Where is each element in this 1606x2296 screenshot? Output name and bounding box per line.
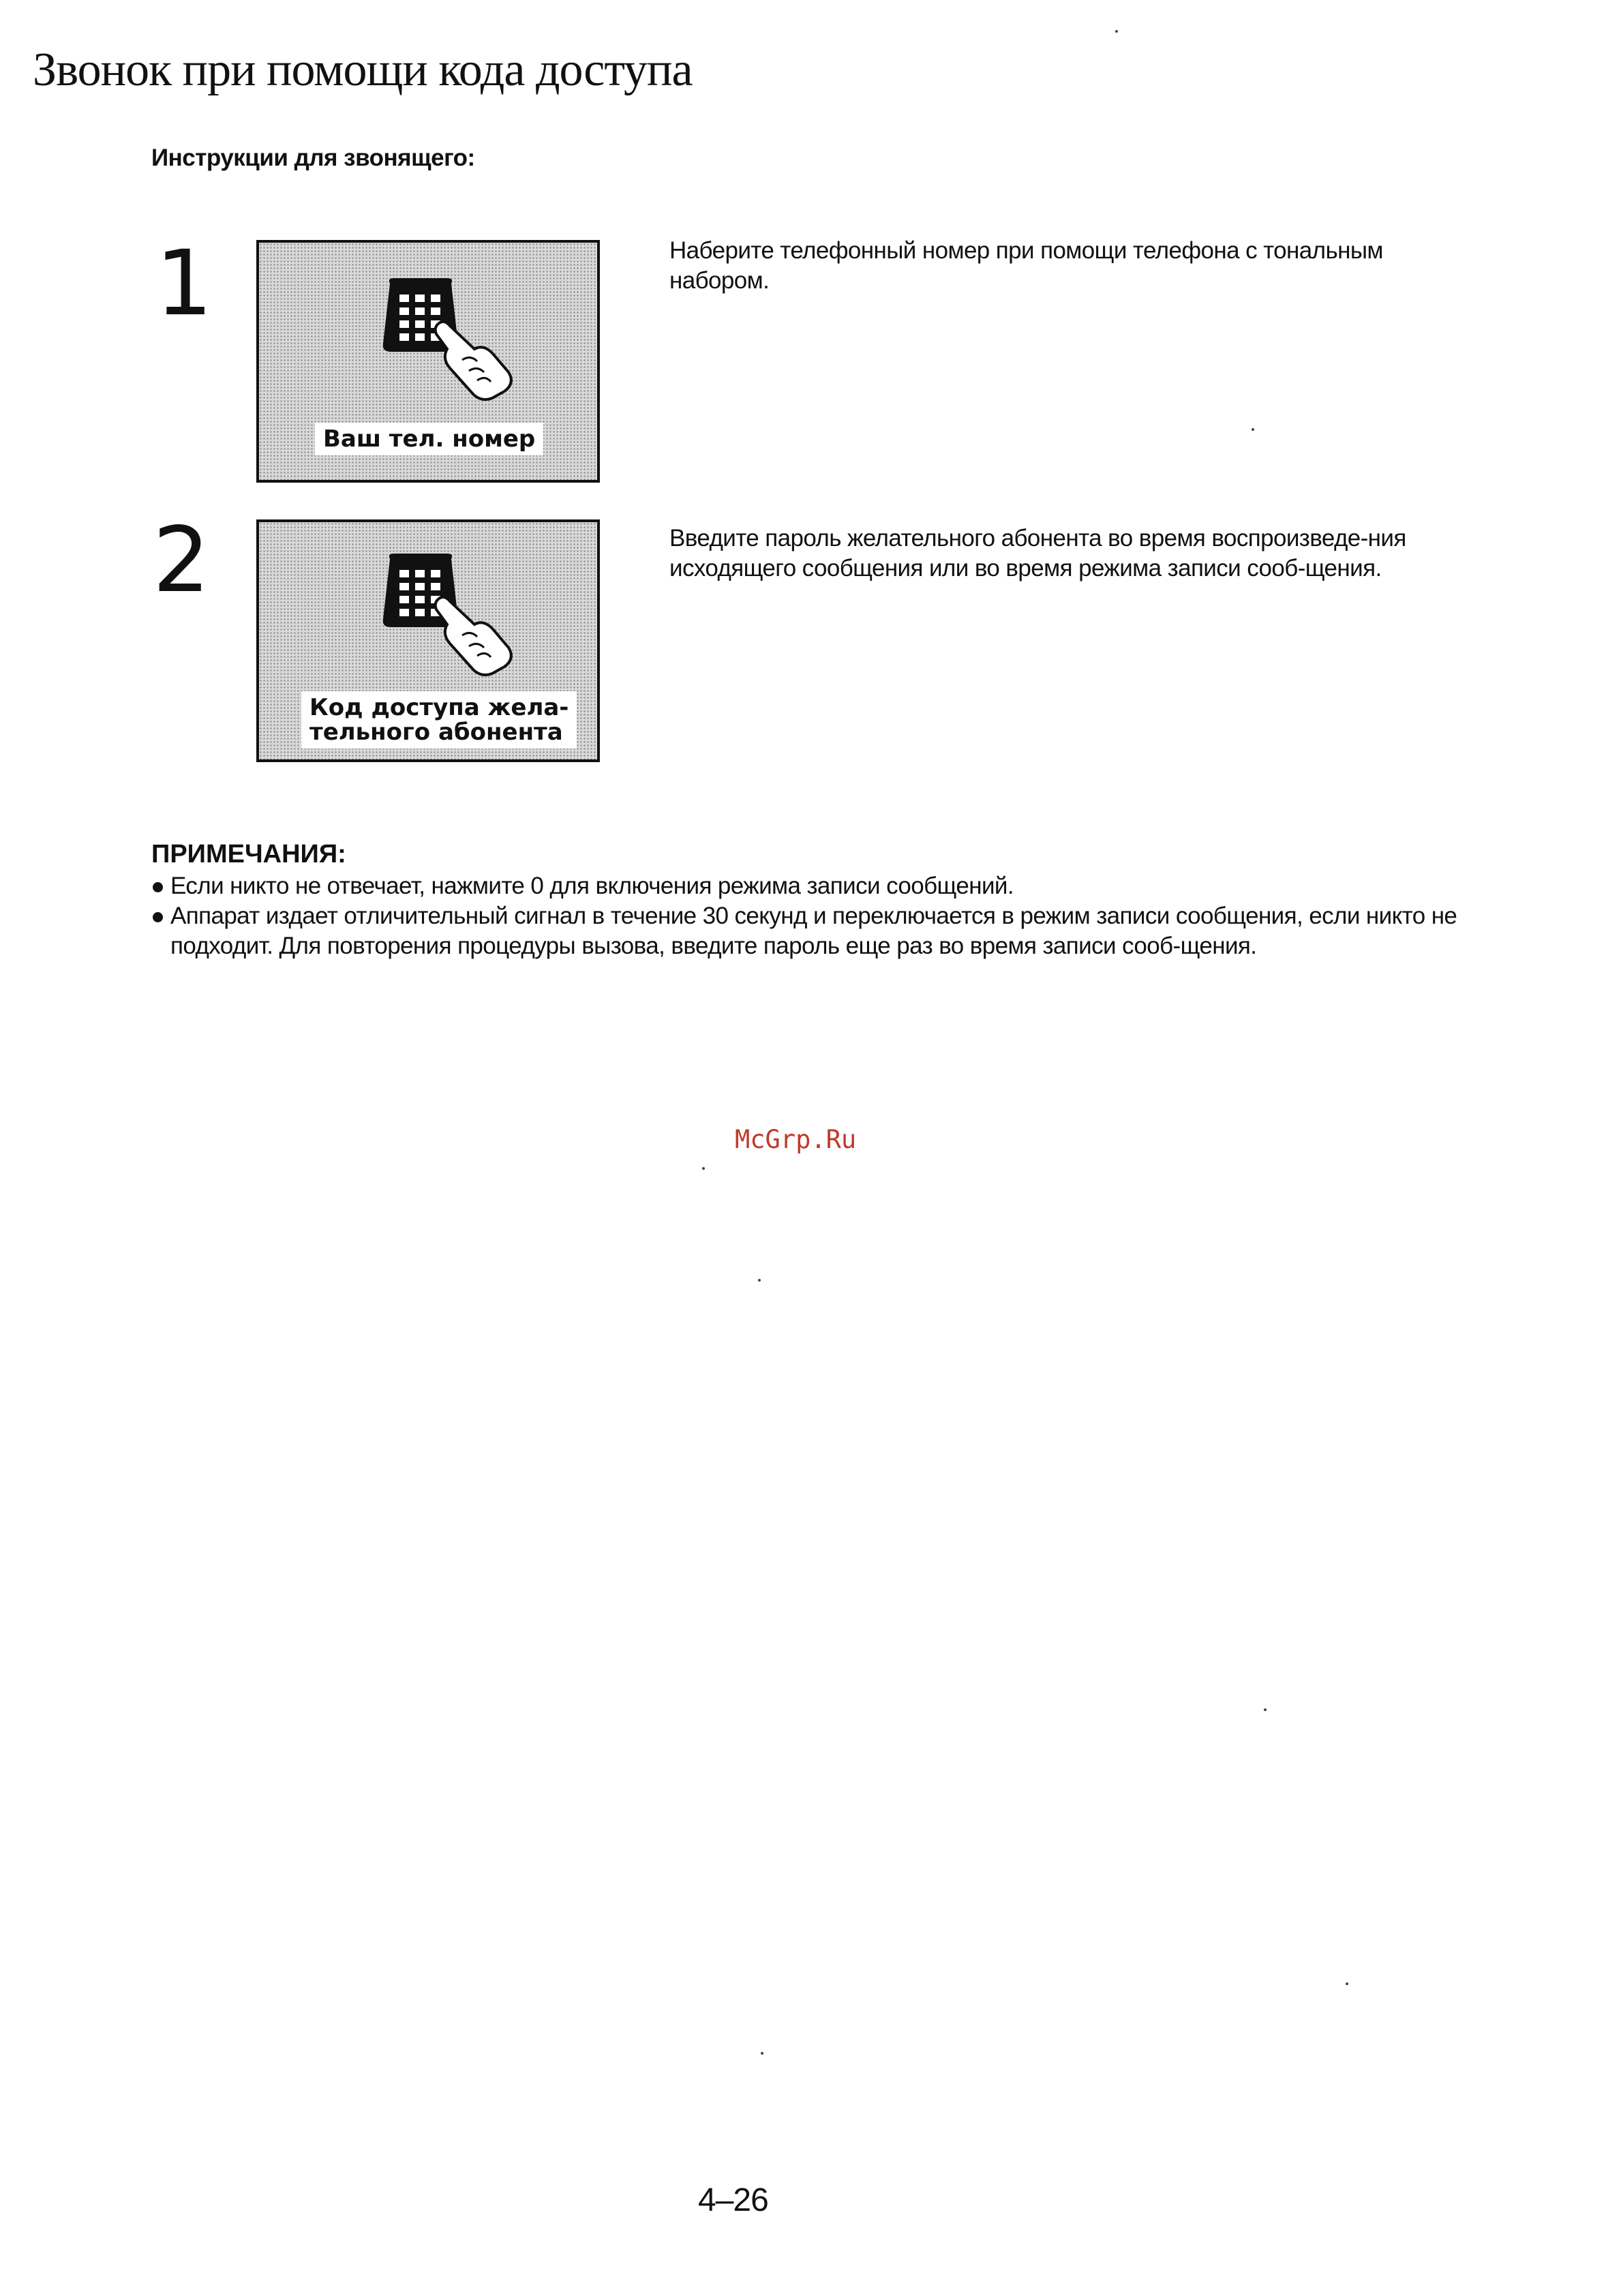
scan-speck xyxy=(1115,30,1118,33)
step-1-illustration xyxy=(256,240,600,483)
notes-heading: ПРИМЕЧАНИЯ: xyxy=(151,840,346,868)
step-1-number: 1 xyxy=(155,231,213,336)
step-1-text: Наберите телефонный номер при помощи телефона с тональным набором. xyxy=(669,237,1383,294)
scan-speck xyxy=(1264,1708,1267,1711)
scan-speck xyxy=(1346,1982,1348,1985)
page-title: Звонок при помощи кода доступа xyxy=(33,44,693,96)
note-item-2: Аппарат издает отличительный сигнал в течение 30 секунд и переключается в режим записи сообщения, если никто не подходит. Для повторения процедуры вызова, введите пароль еще раз во время записи сооб-щения. xyxy=(151,901,1460,961)
step-2-number: 2 xyxy=(153,508,210,613)
note-item-1: Если никто не отвечает, нажмите 0 для включения режима записи сообщений. xyxy=(151,871,1460,901)
watermark: McGrp.Ru xyxy=(735,1125,857,1154)
notes-list xyxy=(151,871,1460,961)
instructions-subtitle: Инструкции для звонящего: xyxy=(151,145,475,171)
scan-speck xyxy=(1252,428,1254,431)
step-2-illustration xyxy=(256,519,600,762)
scan-speck xyxy=(702,1167,705,1170)
step-2-text: Введите пароль желательного абонента во время воспроизведе-ния исходящего сообщения или во время режима записи сооб-щения. xyxy=(669,525,1406,581)
scan-speck xyxy=(761,2052,763,2055)
scan-speck xyxy=(758,1279,761,1282)
step-1-panel-label: Ваш тел. номер xyxy=(315,423,543,455)
page-number: 4–26 xyxy=(698,2182,768,2218)
step-2-panel-label: Код доступа жела- тельного абонента xyxy=(301,691,577,749)
